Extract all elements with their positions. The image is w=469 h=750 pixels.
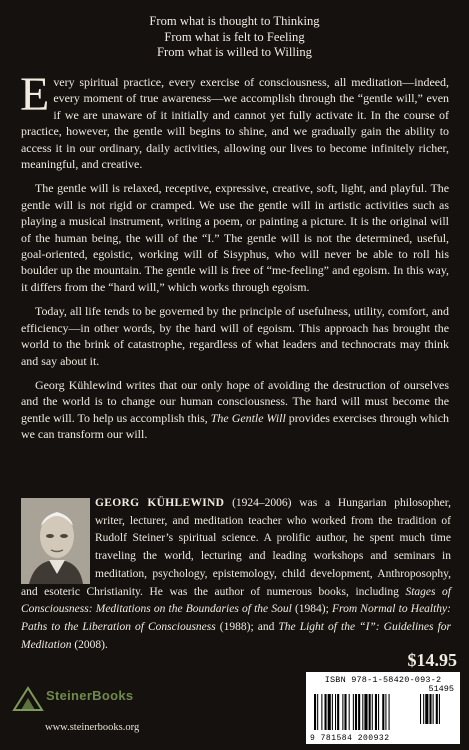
epigraph [0, 14, 469, 61]
epigraph-line: From what is thought to Thinking [149, 14, 320, 28]
book-title-1: Stages of Consciousness: Meditations on the Boundaries of the Soul [21, 585, 451, 616]
author-bio [21, 495, 451, 654]
description [20, 68, 450, 451]
bio-text-3: (1988); and [215, 620, 279, 633]
author-name: GEORG KÜHLEWIND [95, 497, 225, 509]
barcode [306, 672, 460, 744]
publisher-logo [12, 686, 192, 726]
bio-text-4: (2008). [71, 638, 108, 651]
steiner-logo-icon [12, 686, 44, 712]
publisher-url: www.steinerbooks.org [45, 722, 140, 733]
isbn-label: ISBN 978-1-58420-093-2 [324, 675, 442, 685]
book-title-2: From Normal to Healthy: Paths to the Liberation of Consciousness [21, 603, 451, 633]
paragraph-4 [21, 377, 449, 443]
epigraph-line: From what is willed to Willing [157, 45, 312, 60]
barcode-bars [314, 694, 454, 732]
paragraph-1-text: very spiritual practice, every exercise of consciousness, all meditation—indeed, every moment of true awareness—we accomplish through the “gentle will,” even if we are unaware of it initially and cannot yet fully activate it. In the course of practice, however, the gentle will begins to shine, and we gradually gain the ability to access it in our ordinary, daily activities, allowing our lives to become infinitely richer, meaningful, and creative. [21, 75, 449, 172]
bio-text: (1924–2006) was a Hungarian philosopher, writer, lecturer, and meditation teacher who worked from the tradition of Rudolf Steiner’s spiritual science. A prolific author, he spent much time traveling the world, lecturing and leading workshops and seminars in meditation, psychology, epistemology, child development, Anthroposophy, and esoteric Christianity. He was the author of numerous books, including [21, 497, 451, 598]
bio-text-2: (1984); [291, 603, 332, 616]
paragraph-1 [20, 68, 449, 172]
book-title: The Gentle Will [210, 410, 286, 425]
price-addon-code: 51495 [428, 684, 454, 694]
epigraph-line: From what is felt to Feeling [164, 29, 305, 44]
drop-cap: E [20, 68, 50, 121]
barcode-digits: 9 781584 200932 [310, 734, 390, 743]
paragraph-2: The gentle will is relaxed, receptive, expressive, creative, soft, light, and playful. The gentle will is not rigid or cramped. We use the gentle will in artistic activities such as playing a musical instrument, writing a poem, or painting a picture. It is the original will of the human being, the will of the “I.” The gentle will is not the determined, useful, goal-oriented, egoistic, working will of Sisyphus, who will never be able to roll his boulder up the mountain. The gentle will is free of “me-feeling” and egoism. In this way, it differs from the “hard will,” which works through egoism. [21, 181, 449, 294]
book-title-3: The Light of the “I”: Guidelines for Meditation [21, 620, 451, 651]
paragraph-3: Today, all life tends to be governed by the principle of usefulness, utility, comfort, and efficiency—in other words, by the hard will of egoism. This approach has brought the world to the brink of catastrophe, regardless of what leaders and technocrats may think and say about it. [21, 304, 449, 368]
photo-spacer [21, 495, 95, 583]
price: $14.95 [407, 650, 457, 670]
paragraph-4-text-end: provides exercises through which we can transform our will. [21, 410, 450, 442]
publisher-logo-text: SteinerBooks [46, 688, 134, 703]
paragraph-4-text: Georg Kühlewind writes that our only hope of avoiding the destruction of ourselves and the world is to change our human consciousness. The hard will must become the gentle will. To help us accomplish this, [21, 377, 449, 425]
